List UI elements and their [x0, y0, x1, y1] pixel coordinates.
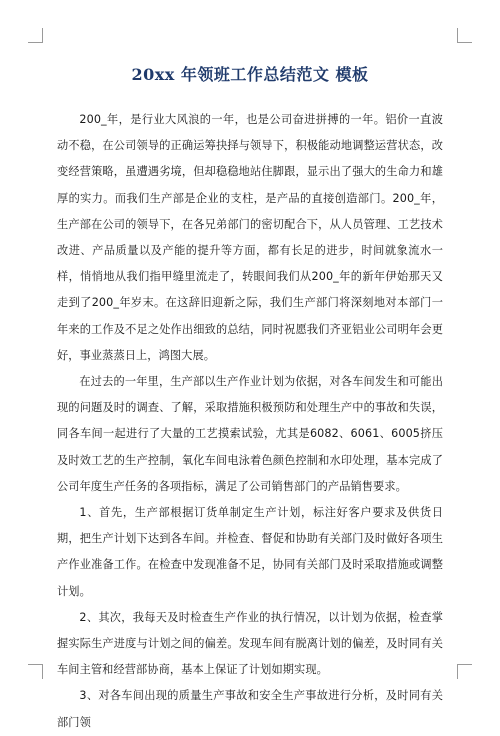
crop-mark-top-left [28, 28, 43, 43]
paragraph-item-1: 1、首先，生产部根据订货单制定生产计划，标注好客户要求及供货日期，把生产计划下达到各车间。并检查、督促和协助有关部门及时做好各项生产作业准备工作。在检查中发现准备不足，协同有关部门及时采取措施或调整计划。 [57, 506, 443, 598]
crop-mark-bottom-left [28, 664, 43, 679]
paragraph-item-2: 2、其次，我每天及时检查生产作业的执行情况，以计划为依据，检查掌握实际生产进度与计划之间的偏差。发现车间有脱离计划的偏差，及时同有关车间主管和经营部协商，基本上保证了计划如期实现。 [57, 610, 443, 677]
paragraph-intro: 200_年，是行业大风浪的一年，也是公司奋进拼搏的一年。铝价一直波动不稳，在公司领导的正确运筹抉择与领导下，积极能动地调整运营状态，改变经营策略，虽遭遇劣境，但却稳稳地站住脚跟，显示出了强大的生命力和雄厚的实力。而我们生产部是企业的支柱，是产品的直接创造部门。200_年，生产部在公司的领导下，在各兄弟部门的密切配合下，从人员管理、工艺技术改进、产品质量以及产能的提升等方面，都有长足的进步，时间就象流水一样，悄悄地从我们指甲缝里流走了，转眼间我们从200_年的新年伊始那天又走到了200_年岁末。在这辞旧迎新之际，我们生产部门将深刻地对本部门一年来的工作及不足之处作出细致的总结，同时祝愿我们齐亚铝业公司明年会更好，事业蒸蒸日上，鸿图大展。 [57, 113, 443, 362]
paragraph-item-3: 3、对各车间出现的质量生产事故和安全生产事故进行分析，及时同有关部门领 [57, 689, 443, 729]
crop-mark-top-right [457, 28, 472, 43]
paragraph-past-year: 在过去的一年里，生产部以生产作业计划为依据，对各车间发生和可能出现的问题及时的调查、了解，采取措施积极预防和处理生产中的事故和失误，同各车间一起进行了大量的工艺摸索试验，尤其是6082、6061、6005挤压及时效工艺的生产控制，氧化车间电泳着色颜色控制和水印处理，基本完成了公司年度生产任务的各项指标，满足了公司销售部门的产品销售要求。 [57, 375, 443, 493]
document-page [57, 62, 443, 736]
crop-mark-bottom-right [457, 664, 472, 679]
document-title: 20xx 年领班工作总结范文 模板 [131, 65, 369, 84]
